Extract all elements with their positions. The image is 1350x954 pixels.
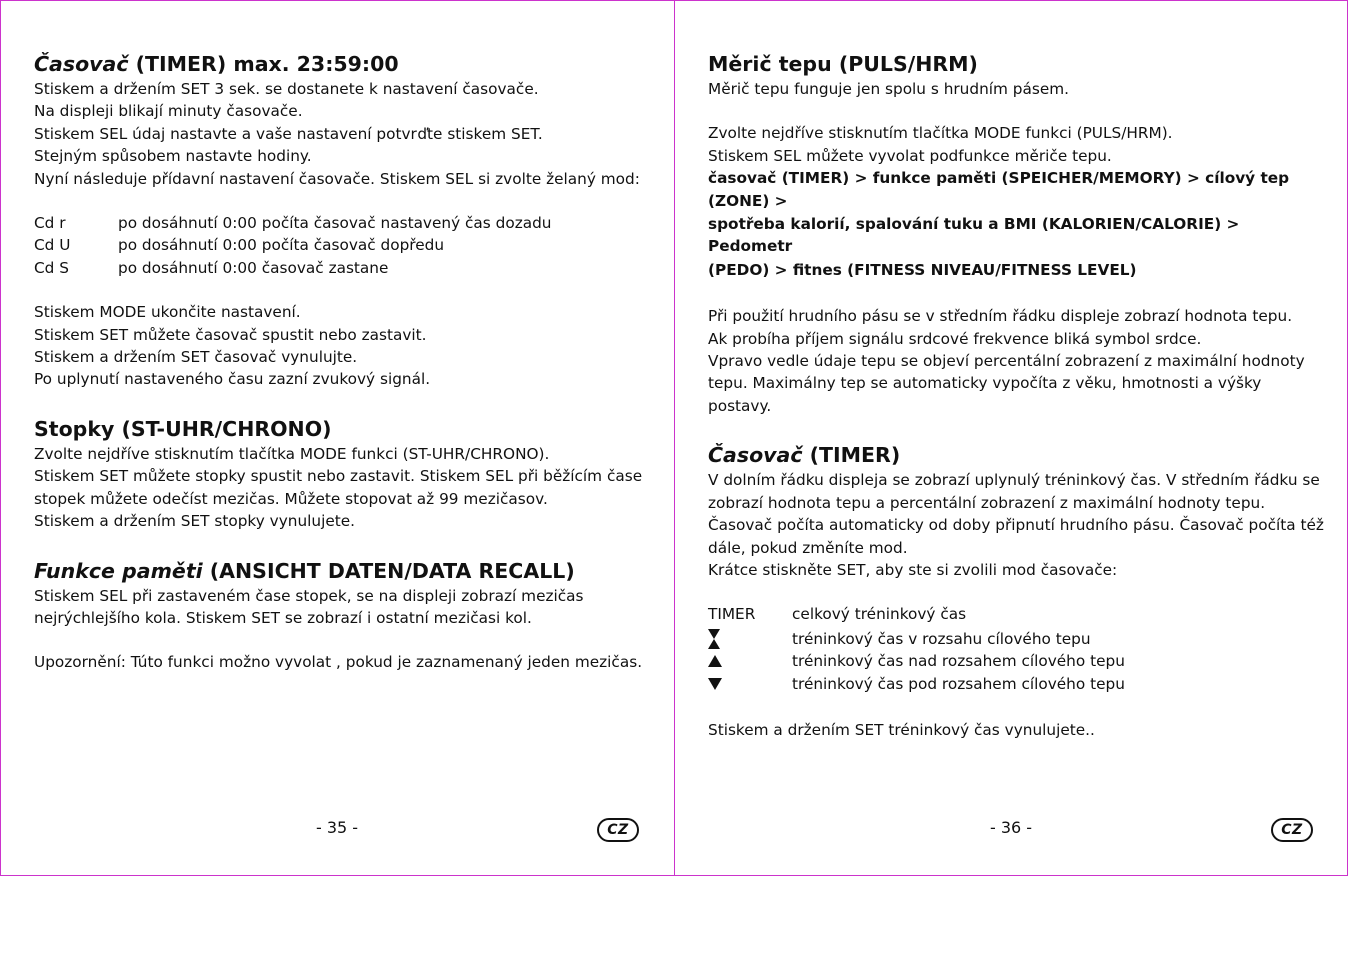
menu-sequence-line: spotřeba kalorií, spalování tuku a BMI (KALORIEN/CALORIE) > Pedometr (708, 215, 1240, 256)
heading-stopwatch: Stopky (ST-UHR/CHRONO) (34, 416, 332, 441)
text-line: Stiskem a držením SET stopky vynulujete. (34, 512, 356, 531)
timer-mode-desc: tréninkový čas nad rozsahem cílového tepu (792, 652, 1125, 671)
text-line: Po uplynutí nastaveného času zazní zvukový signál. (34, 370, 431, 389)
text-line: V dolním řádku displeja se zobrazí uplynulý tréninkový čas. V středním řádku se (708, 471, 1320, 490)
menu-sequence-line: časovač (TIMER) > funkce paměti (SPEICHER/MEMORY) > cílový tep (ZONE) > (708, 169, 1290, 210)
text-line: zobrazí hodnota tepu a percentální zobrazení z maximální hodnoty tepu. (708, 493, 1266, 512)
text-line: Nyní následuje přídavní nastavení časovače. Stiskem SEL si zvolte želaný mod: (34, 169, 640, 188)
heading-memory (34, 557, 644, 585)
text-line: Stiskem SEL údaj nastavte a vaše nastavení potvrďte stiskem SET. (34, 124, 543, 143)
mode-row (34, 234, 644, 256)
text-line: tepu. Maximálny tep se automaticky vypočíta z věku, hmotnosti a výšky postavy. (708, 374, 1262, 415)
text-line: Vpravo vedle údaje tepu se objeví percentální zobrazení z maximální hodnoty (708, 352, 1305, 371)
language-badge: CZ (1271, 818, 1313, 842)
timer-mode-row (708, 603, 1324, 625)
text-line: Stiskem a držením SET tréninkový čas vynulujete.. (708, 720, 1095, 739)
mode-row (34, 212, 644, 234)
timer-mode-row (708, 673, 1324, 695)
heading-timer-hrm-rest: (TIMER) (802, 443, 901, 468)
text-line: Stiskem SEL můžete vyvolat podfunkce měriče tepu. (708, 146, 1112, 165)
text-line: nejrýchlejšího kola. Stiskem SET se zobrazí i ostatní mezičasi kol. (34, 608, 532, 627)
page-35-content (34, 50, 644, 674)
heading-memory-rest: (ANSICHT DATEN/DATA RECALL) (202, 558, 575, 583)
heading-timer-hrm-italic: Časovač (708, 443, 803, 468)
text-line: Stiskem SEL při zastaveném čase stopek, se na displeji zobrazí mezičas (34, 586, 584, 605)
heading-timer-italic: Časovač (34, 52, 129, 76)
mode-desc: po dosáhnutí 0:00 počíta časovač dopředu (118, 236, 445, 255)
triangle-down-icon (708, 678, 722, 690)
text-line: Časovač počíta automaticky od doby připnutí hrudního pásu. Časovač počíta též (708, 516, 1324, 535)
timer-mode-desc: celkový tréninkový čas (792, 605, 967, 624)
text-line: stopek můžete odečíst mezičas. Můžete stopovat až 99 mezičasov. (34, 489, 548, 508)
menu-sequence-line: (PEDO) > fitnes (FITNESS NIVEAU/FITNESS LEVEL) (708, 260, 1137, 279)
triangle-up-icon (708, 655, 722, 667)
mode-key: Cd r (34, 214, 66, 233)
page-36-content (708, 50, 1324, 741)
heading-memory-italic: Funkce paměti (34, 558, 203, 583)
hourglass-icon (708, 629, 720, 649)
heading-timer-hrm (708, 441, 1324, 469)
timer-mode-key: TIMER (708, 605, 756, 624)
language-badge: CZ (597, 818, 639, 842)
text-line: Stiskem a držením SET 3 sek. se dostanete k nastavení časovače. (34, 80, 539, 98)
text-line: Stiskem SET můžete časovač spustit nebo zastavit. (34, 325, 427, 344)
text-line: Stiskem a držením SET časovač vynulujte. (34, 348, 358, 367)
heading-timer-rest: (TIMER) max. 23:59:00 (128, 52, 399, 76)
text-line: dále, pokud změníte mod. (708, 538, 908, 557)
mode-desc: po dosáhnutí 0:00 počíta časovač nastavený čas dozadu (118, 214, 552, 233)
text-line: Stiskem MODE ukončite nastavení. (34, 303, 301, 322)
text-line: Stejným spůsobem nastavte hodiny. (34, 147, 312, 166)
page-number: - 36 - (990, 818, 1033, 837)
timer-mode-row (708, 628, 1324, 650)
text-line: Ak probíha příjem signálu srdcové frekvence bliká symbol srdce. (708, 329, 1202, 348)
heading-timer (34, 50, 644, 78)
text-line: Stiskem SET můžete stopky spustit nebo zastavit. Stiskem SEL při běžícím čase (34, 467, 643, 486)
heading-heart-rate: Měrič tepu (PULS/HRM) (708, 52, 978, 76)
mode-key: Cd S (34, 258, 69, 277)
page-36 (675, 0, 1348, 876)
text-line: Při použití hrudního pásu se v středním řádku displeje zobrazí hodnota tepu. (708, 307, 1293, 326)
text-line: Krátce stiskněte SET, aby ste si zvolili mod časovače: (708, 560, 1118, 579)
page-number: - 35 - (316, 818, 359, 837)
text-line: Měrič tepu funguje jen spolu s hrudním pásem. (708, 80, 1070, 98)
mode-row (34, 257, 644, 279)
text-line: Zvolte nejdříve stisknutím tlačítka MODE funkci (ST-UHR/CHRONO). (34, 444, 550, 463)
mode-key: Cd U (34, 236, 71, 255)
mode-desc: po dosáhnutí 0:00 časovač zastane (118, 258, 389, 277)
text-line: Zvolte nejdříve stisknutím tlačítka MODE funkci (PULS/HRM). (708, 124, 1173, 143)
note-line: Upozornění: Túto funkci možno vyvolat , pokud je zaznamenaný jeden mezičas. (34, 653, 643, 672)
timer-mode-desc: tréninkový čas pod rozsahem cílového tepu (792, 674, 1125, 693)
timer-mode-row (708, 650, 1324, 672)
page-35 (0, 0, 674, 876)
timer-mode-desc: tréninkový čas v rozsahu cílového tepu (792, 629, 1091, 648)
text-line: Na displeji blikají minuty časovače. (34, 102, 303, 121)
